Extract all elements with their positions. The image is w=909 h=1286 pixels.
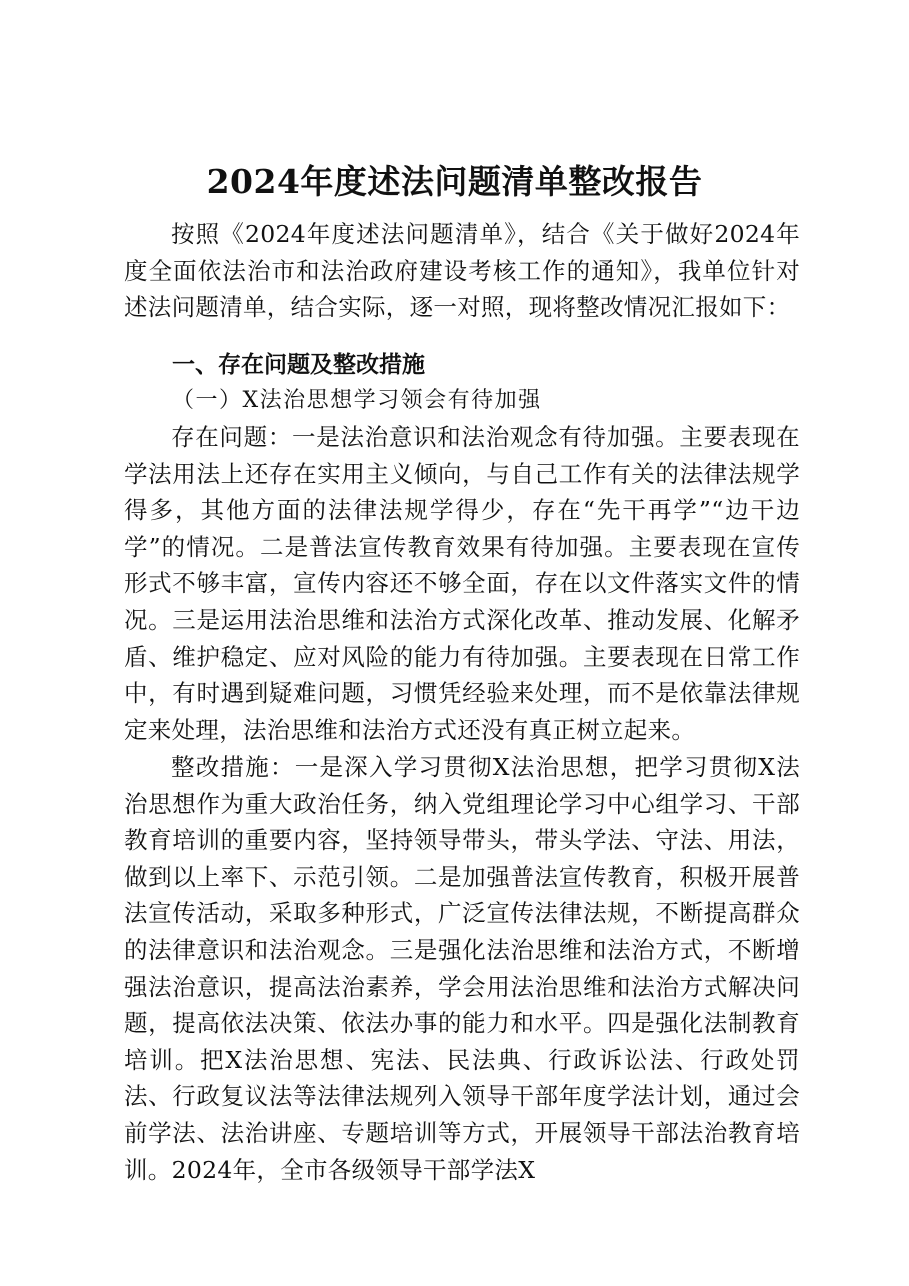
problem-paragraph (124, 419, 800, 748)
section-heading: 一、存在问题及整改措施 (172, 352, 425, 378)
subsection-heading: （一）X法治思想学习领会有待加强 (172, 388, 542, 413)
intro-text: 按照《2024年度述法问题清单》，结合《关于做好2024年度全面依法治市和法治政府建设考核工作的通知》，我单位针对述法问题清单，结合实际，逐一对照，现将整改情况汇报如下： (124, 220, 800, 322)
measures-paragraph (124, 749, 800, 1188)
measures-text: 整改措施：一是深入学习贯彻X法治思想，把学习贯彻X法治思想作为重大政治任务，纳入党组理论学习中心组学习、干部教育培训的重要内容，坚持领导带头，带头学法、守法、用法，做到以上率下、示范引领。二是加强普法宣传教育，积极开展普法宣传活动，采取多种形式，广泛宣传法律法规，不断提高群众的法律意识和法治观念。三是强化法治思维和法治方式，不断增强法治意识，提高法治素养，学会用法治思维和法治方式解决问题，提高依法决策、依法办事的能力和水平。四是强化法制教育培训。把X法治思想、宪法、民法典、行政诉讼法、行政处罚法、行政复议法等法律法规列入领导干部年度学法计划，通过会前学法、法治讲座、专题培训等方式，开展领导干部法治教育培训。2024年，全市各级领导干部学法X (124, 753, 800, 1184)
intro-paragraph (124, 216, 800, 326)
document-title: 2024年度述法问题清单整改报告 (206, 162, 703, 201)
problem-text: 存在问题：一是法治意识和法治观念有待加强。主要表现在学法用法上还存在实用主义倾向，与自己工作有关的法律法规学得多，其他方面的法律法规学得少，存在“先干再学”“边干边学”的情况。二是普法宣传教育效果有待加强。主要表现在宣传形式不够丰富，宣传内容还不够全面，存在以文件落实文件的情况。三是运用法治思维和法治方式深化改革、推动发展、化解矛盾、维护稳定、应对风险的能力有待加强。主要表现在日常工作中，有时遇到疑难问题，习惯凭经验来处理，而不是依靠法律规定来处理，法治思维和法治方式还没有真正树立起来。 (124, 423, 800, 744)
